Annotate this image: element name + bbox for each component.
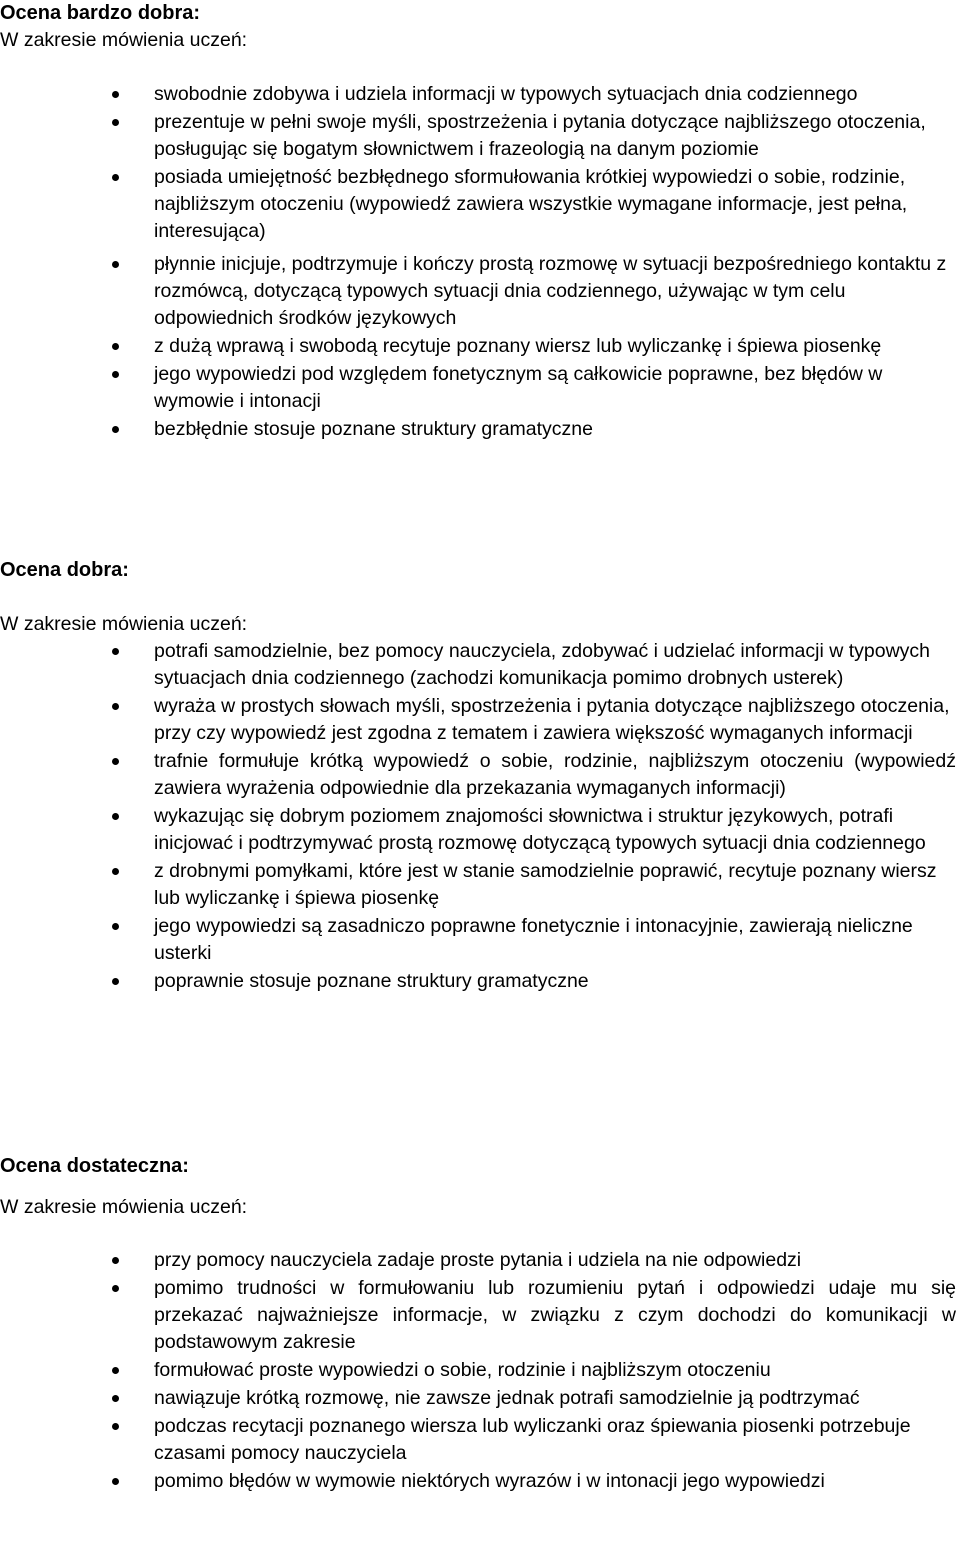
list-item: z drobnymi pomyłkami, które jest w stanie samodzielnie poprawić, recytuje poznany wiersz lub wyliczankę i śpiewa piosenkę — [0, 858, 960, 912]
section-subtitle: W zakresie mówienia uczeń: — [0, 29, 248, 51]
list-item: swobodnie zdobywa i udziela informacji w typowych sytuacjach dnia codziennego — [0, 81, 960, 108]
criteria-list — [0, 81, 960, 443]
list-item: podczas recytacji poznanego wiersza lub wyliczanki oraz śpiewania piosenki potrzebuje czasami pomocy nauczyciela — [0, 1413, 960, 1467]
list-item: pomimo trudności w formułowaniu lub rozumieniu pytań i odpowiedzi udaje mu się przekazać najważniejsze informacje, w związku z czym dochodzi do komunikacji w podstawowym zakresie — [0, 1275, 960, 1356]
section-good — [0, 557, 960, 996]
list-item: posiada umiejętność bezbłędnego sformułowania krótkiej wypowiedzi o sobie, rodzinie, najbliższym otoczeniu (wypowiedź zawiera wszystkie wymagane informacje, jest pełna, interesująca) — [0, 164, 960, 245]
list-item: prezentuje w pełni swoje myśli, spostrzeżenia i pytania dotyczące najbliższego otoczenia, posługując się bogatym słownictwem i frazeologią na danym poziomie — [0, 109, 960, 163]
section-satisfactory — [0, 1153, 960, 1496]
grade-title: Ocena bardzo dobra: — [0, 2, 201, 24]
list-item: jego wypowiedzi pod względem fonetycznym są całkowicie poprawne, bez błędów w wymowie i intonacji — [0, 361, 960, 415]
list-item: pomimo błędów w wymowie niektórych wyrazów i w intonacji jego wypowiedzi — [0, 1468, 960, 1495]
section-subtitle: W zakresie mówienia uczeń: — [0, 1196, 248, 1218]
grade-title: Ocena dobra: — [0, 559, 129, 581]
list-item: bezbłędnie stosuje poznane struktury gramatyczne — [0, 416, 960, 443]
list-item: poprawnie stosuje poznane struktury gramatyczne — [0, 968, 960, 995]
section-subtitle: W zakresie mówienia uczeń: — [0, 613, 248, 635]
list-item: trafnie formułuje krótką wypowiedź o sobie, rodzinie, najbliższym otoczeniu (wypowiedź zawiera wyrażenia odpowiednie dla przekazania wymaganych informacji) — [0, 748, 960, 802]
list-item: płynnie inicjuje, podtrzymuje i kończy prostą rozmowę w sytuacji bezpośredniego kontaktu z rozmówcą, dotyczącą typowych sytuacji dnia codziennego, używając w tym celu odpowiednich środków językowych — [0, 251, 960, 332]
list-item: wykazując się dobrym poziomem znajomości słownictwa i struktur językowych, potrafi inicjować i podtrzymywać prostą rozmowę dotyczącą typowych sytuacji dnia codziennego — [0, 803, 960, 857]
criteria-list — [0, 1247, 960, 1495]
list-item: wyraża w prostych słowach myśli, spostrzeżenia i pytania dotyczące najbliższego otoczenia, przy czy wypowiedź jest zgodna z tematem i zawiera większość wymaganych informacji — [0, 693, 960, 747]
section-very-good — [0, 0, 960, 444]
list-item: przy pomocy nauczyciela zadaje proste pytania i udziela na nie odpowiedzi — [0, 1247, 960, 1274]
list-item: z dużą wprawą i swobodą recytuje poznany wiersz lub wyliczankę i śpiewa piosenkę — [0, 333, 960, 360]
list-item: potrafi samodzielnie, bez pomocy nauczyciela, zdobywać i udzielać informacji w typowych sytuacjach dnia codziennego (zachodzi komunikacja pomimo drobnych usterek) — [0, 638, 960, 692]
list-item: formułować proste wypowiedzi o sobie, rodzinie i najbliższym otoczeniu — [0, 1357, 960, 1384]
grade-title: Ocena dostateczna: — [0, 1155, 189, 1177]
list-item: nawiązuje krótką rozmowę, nie zawsze jednak potrafi samodzielnie ją podtrzymać — [0, 1385, 960, 1412]
criteria-list — [0, 638, 960, 995]
list-item: jego wypowiedzi są zasadniczo poprawne fonetycznie i intonacyjnie, zawierają nieliczne usterki — [0, 913, 960, 967]
